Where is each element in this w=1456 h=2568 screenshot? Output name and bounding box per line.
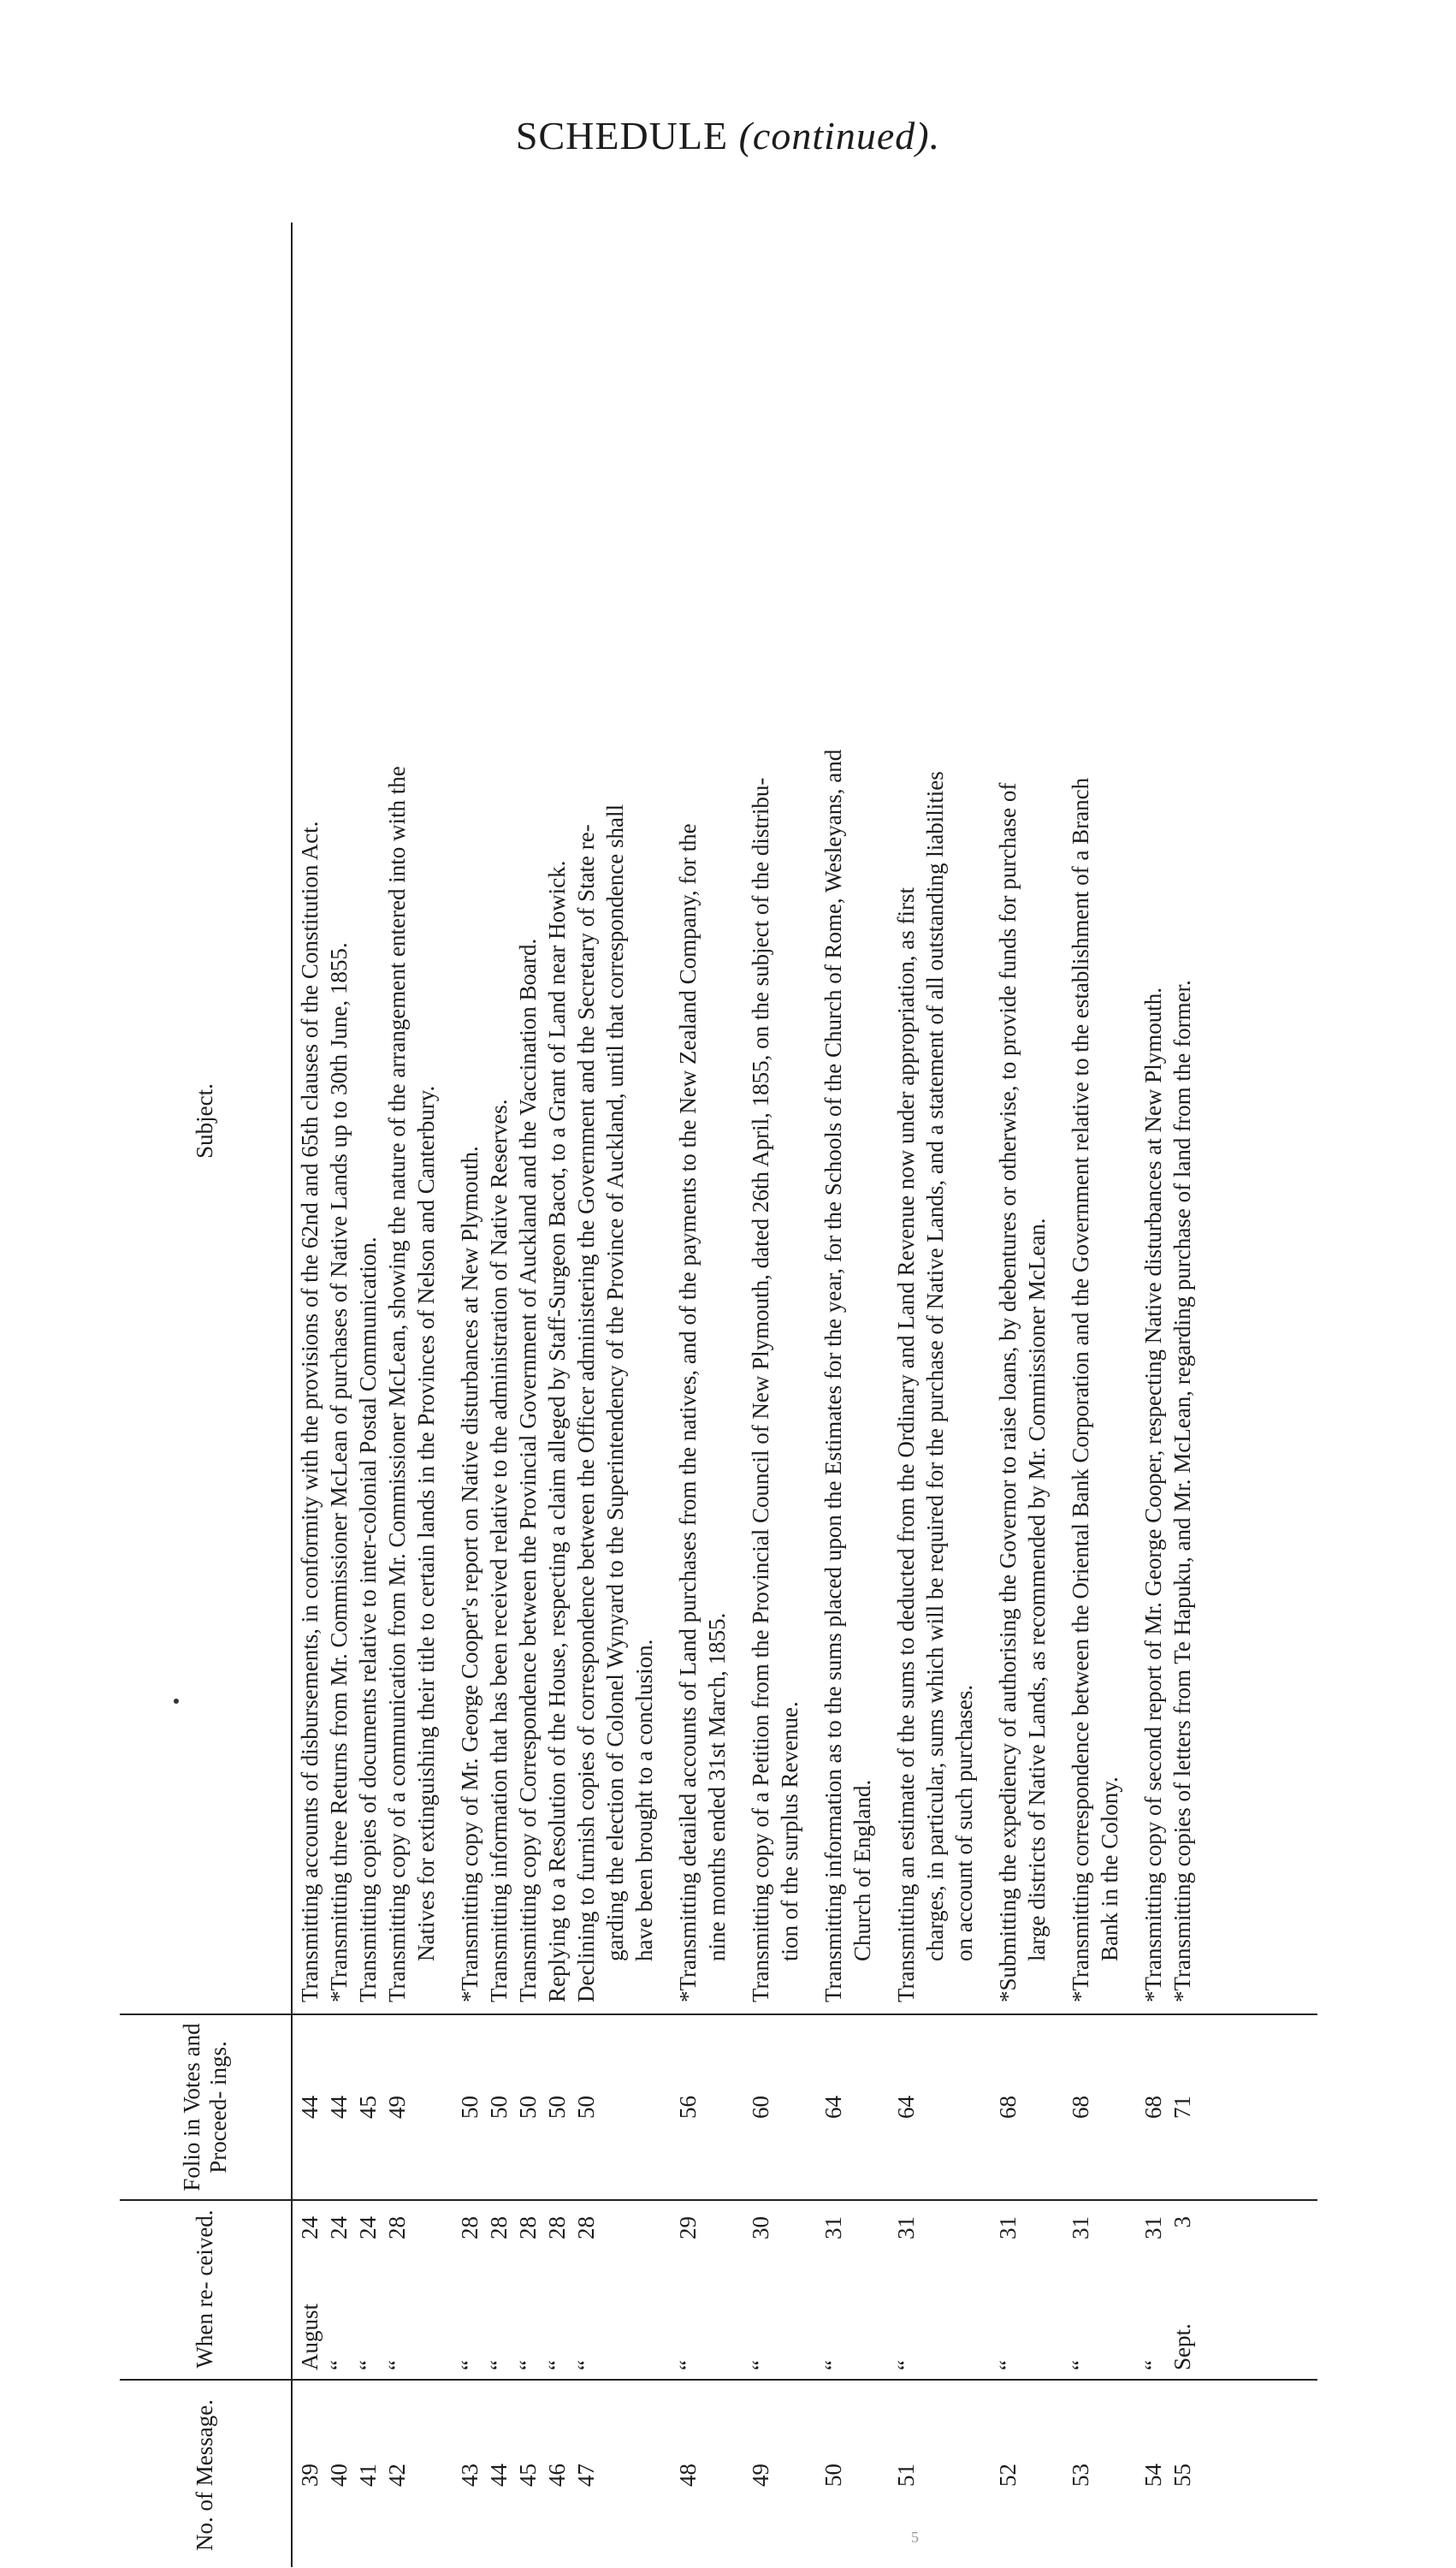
received-day: 28 (544, 2216, 570, 2239)
message-number: 39 (297, 2464, 323, 2487)
folio-number: 50 (544, 2096, 570, 2119)
subject-line: *Transmitting copy of second report of Mr. George Cooper, respecting Native disturbances at New Plymouth. (1140, 987, 1166, 2002)
subject-text (993, 240, 1051, 2002)
received-day: 31 (1068, 2216, 1093, 2239)
subject-text (1168, 240, 1197, 2002)
subject-text (353, 240, 382, 2002)
subject-line: tion of the surplus Revenue. (777, 1701, 802, 1961)
message-number: 55 (1169, 2464, 1195, 2487)
received-month: “ (893, 2360, 919, 2370)
subject-line: Transmitting information that has been received relative to the administration of Native Reserves. (486, 1099, 512, 2002)
received-day: 31 (995, 2216, 1021, 2239)
received-day: 29 (675, 2216, 701, 2239)
title-main: SCHEDULE (515, 114, 729, 157)
subject-text (1066, 240, 1124, 2002)
received-day: 24 (297, 2216, 323, 2239)
received-month: “ (457, 2360, 482, 2370)
message-number: 40 (326, 2464, 352, 2487)
header-subject: Subject. (192, 1083, 218, 1159)
folio-number: 45 (355, 2096, 381, 2119)
title-continued: (continued). (738, 114, 941, 157)
subject-line: *Transmitting correspondence between the Oriental Bank Corporation and the Government relative to the establishment of a Branch (1068, 777, 1093, 2002)
subject-line: Transmitting copy of a Petition from the Provincial Council of New Plymouth, dated 26th April, 1855, on the subject of the distribu- (748, 777, 773, 2002)
received-day: 30 (748, 2216, 773, 2239)
received-day: 28 (384, 2216, 410, 2239)
received-month: August (297, 2303, 323, 2370)
subject-text (1139, 240, 1168, 2002)
subject-line: *Submitting the expediency of authorising the Governor to raise loans, by debentures or otherwise, to provide funds for purchase of (995, 782, 1021, 2002)
folio-number: 68 (995, 2096, 1021, 2119)
received-day: 24 (355, 2216, 381, 2239)
subject-text (542, 240, 571, 2002)
received-day: 28 (486, 2216, 512, 2239)
received-month: “ (515, 2360, 541, 2370)
received-day: 28 (573, 2216, 599, 2239)
subject-line: Transmitting accounts of disbursements, in conformity with the provisions of the 62nd and 65th clauses of the Constitution Act. (297, 821, 323, 2002)
subject-line: nine months ended 31st March, 1855. (704, 1612, 730, 1961)
message-number: 44 (486, 2464, 512, 2487)
subject-line: on account of such purchases. (951, 1684, 977, 1961)
subject-line: Transmitting an estimate of the sums to deducted from the Ordinary and Land Revenue now under appropriation, as first (893, 887, 919, 2002)
ink-speck (174, 1699, 179, 1704)
subject-line: *Transmitting three Returns from Mr. Commissioner McLean of purchases of Native Lands up to 30th June, 1855. (326, 942, 352, 2002)
subject-line: *Transmitting detailed accounts of Land purchases from the natives, and of the payments to the New Zealand Company, for the (675, 823, 701, 2002)
message-number: 52 (995, 2464, 1021, 2487)
folio-number: 50 (573, 2096, 599, 2119)
received-month: “ (486, 2360, 512, 2370)
subject-text (382, 240, 441, 2002)
received-day: 31 (893, 2216, 919, 2239)
message-number: 54 (1140, 2464, 1166, 2487)
subject-line: Transmitting copy of a communication from Mr. Commissioner McLean, showing the nature of the arrangement entered into with the (384, 766, 410, 2002)
folio-number: 64 (820, 2096, 846, 2119)
subject-line: Bank in the Colony. (1097, 1776, 1122, 1961)
subject-text (324, 240, 353, 2002)
received-month: “ (355, 2360, 381, 2370)
folio-number: 44 (326, 2096, 352, 2119)
footer-mark: 5 (911, 2529, 919, 2546)
message-number: 47 (573, 2464, 599, 2487)
message-number: 53 (1068, 2464, 1093, 2487)
subject-text (746, 240, 804, 2002)
received-month: “ (675, 2360, 701, 2370)
subject-line: Transmitting copy of Correspondence between the Provincial Government of Auckland and the Vaccination Board. (515, 938, 541, 2002)
table-header (120, 222, 293, 2567)
received-month: Sept. (1169, 2323, 1195, 2370)
header-when-received: When re- ceived. (192, 2209, 218, 2369)
received-month: “ (573, 2360, 599, 2370)
folio-number: 64 (893, 2096, 919, 2119)
header-folio: Folio in Votes and Proceed- ings. (178, 2023, 231, 2191)
folio-number: 50 (486, 2096, 512, 2119)
received-month: “ (1068, 2360, 1093, 2370)
subject-text (571, 240, 659, 2002)
subject-line: Transmitting information as to the sums placed upon the Estimates for the year, for the Schools of the Church of Rome, Wesleyans, and (820, 749, 846, 2002)
folio-number: 60 (748, 2096, 773, 2119)
folio-number: 50 (457, 2096, 482, 2119)
received-month: “ (995, 2360, 1021, 2370)
subject-line: Natives for extinguishing their title to certain lands in the Provinces of Nelson and Canterbury. (413, 1085, 439, 1961)
column-divider (120, 2199, 1317, 2201)
subject-line: Declining to furnish copies of correspondence between the Officer administering the Government and the Secretary of State re- (573, 824, 599, 2002)
schedule-table (120, 222, 1317, 2567)
received-month: “ (326, 2360, 352, 2370)
header-message-no: No. of Message. (192, 2399, 218, 2551)
subject-line: garding the election of Colonel Wynyard to the Superintendency of the Province of Auckland, until that correspondence shall (602, 804, 628, 1961)
received-day: 28 (457, 2216, 482, 2239)
page-title (0, 113, 1456, 158)
received-day: 28 (515, 2216, 541, 2239)
folio-number: 68 (1068, 2096, 1093, 2119)
subject-text (295, 240, 324, 2002)
message-number: 51 (893, 2464, 919, 2487)
column-divider (120, 2013, 1317, 2015)
received-month: “ (384, 2360, 410, 2370)
folio-number: 49 (384, 2096, 410, 2119)
message-number: 48 (675, 2464, 701, 2487)
message-number: 50 (820, 2464, 846, 2487)
schedule-table-wrapper (120, 222, 1317, 2567)
received-month: “ (1140, 2360, 1166, 2370)
received-month: “ (748, 2360, 773, 2370)
subject-line: *Transmitting copy of Mr. George Cooper's report on Native disturbances at New Plymouth. (457, 1146, 482, 2002)
received-month: “ (544, 2360, 570, 2370)
folio-number: 56 (675, 2096, 701, 2119)
message-number: 49 (748, 2464, 773, 2487)
received-day: 3 (1169, 2216, 1195, 2228)
subject-line: have been brought to a conclusion. (631, 1639, 657, 1961)
folio-number: 71 (1169, 2096, 1195, 2119)
folio-number: 44 (297, 2096, 323, 2119)
message-number: 46 (544, 2464, 570, 2487)
subject-line: Transmitting copies of documents relative to inter-colonial Postal Communication. (355, 1237, 381, 2002)
message-number: 43 (457, 2464, 482, 2487)
message-number: 41 (355, 2464, 381, 2487)
received-day: 24 (326, 2216, 352, 2239)
message-number: 45 (515, 2464, 541, 2487)
subject-text (455, 240, 484, 2002)
message-number: 42 (384, 2464, 410, 2487)
subject-line: Replying to a Resolution of the House, respecting a claim alleged by Staff-Surgeon Bacot, to a Grant of Land near Howick. (544, 860, 570, 2002)
received-day: 31 (820, 2216, 846, 2239)
subject-text (513, 240, 542, 2002)
subject-line: *Transmitting copies of letters from Te Hapuku, and Mr. McLean, regarding purchase of land from the former. (1169, 980, 1195, 2002)
subject-line: charges, in particular, sums which will be required for the purchase of Native Lands, and a statement of all outstanding liabilities (922, 771, 948, 1961)
subject-text (891, 240, 979, 2002)
subject-line: large districts of Native Lands, as recommended by Mr. Commissioner McLean. (1024, 1218, 1050, 1961)
folio-number: 50 (515, 2096, 541, 2119)
subject-text (819, 240, 877, 2002)
subject-line: Church of England. (849, 1779, 875, 1961)
folio-number: 68 (1140, 2096, 1166, 2119)
subject-text (673, 240, 731, 2002)
column-divider (120, 2379, 1317, 2381)
subject-text (484, 240, 513, 2002)
received-day: 31 (1140, 2216, 1166, 2239)
received-month: “ (820, 2360, 846, 2370)
